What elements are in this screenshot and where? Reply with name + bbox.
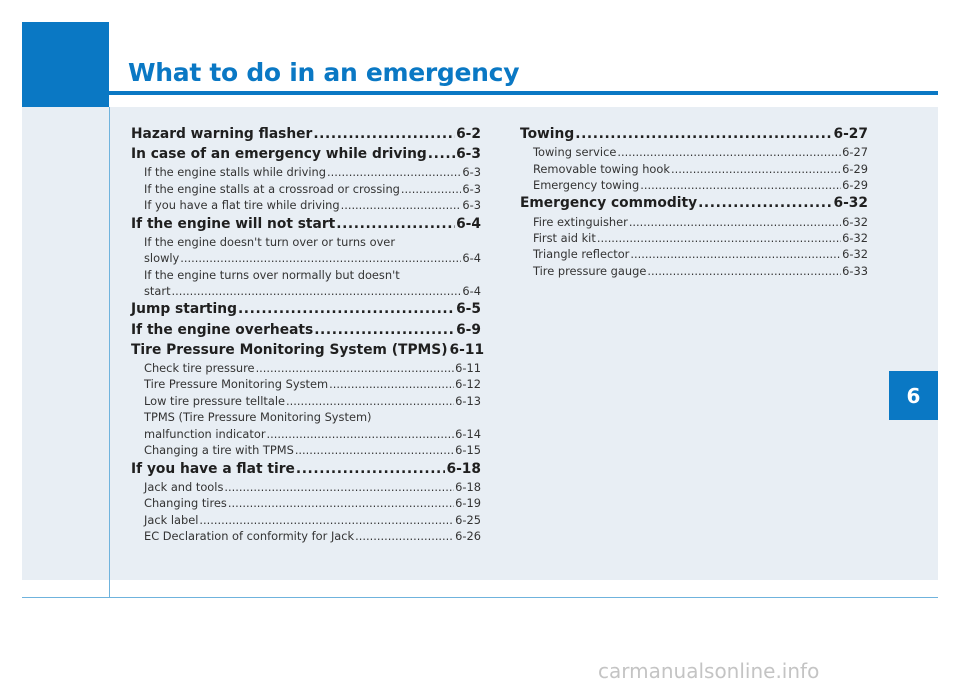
toc-entry-label: First aid kit — [533, 231, 596, 246]
toc-subentry-engine-stalls-driving[interactable] — [131, 164, 481, 180]
toc-subentry-towing-service[interactable] — [520, 144, 868, 160]
toc-entry-label: Hazard warning flasher — [131, 126, 313, 142]
leader-dots — [296, 460, 446, 479]
toc-entry-page: 6-19 — [455, 496, 481, 511]
toc-entry-page: 6-32 — [842, 214, 868, 229]
leader-dots — [630, 246, 841, 262]
margin-divider — [109, 107, 110, 598]
toc-entry-label: If the engine will not start — [131, 215, 336, 232]
toc-entry-page: 6-11 — [455, 361, 481, 376]
toc-entry-page: 6-3 — [462, 198, 481, 213]
toc-entry-page: 6-32 — [842, 247, 868, 262]
toc-entry-label: Tire Pressure Monitoring System — [144, 377, 329, 392]
leader-dots — [355, 528, 454, 544]
toc-entry-label: Tire Pressure Monitoring System (TPMS) — [131, 341, 448, 358]
toc-entry-label: Jack label — [144, 512, 199, 527]
leader-dots — [629, 214, 841, 230]
toc-entry-page: 6-25 — [455, 512, 481, 527]
leader-dots — [401, 181, 461, 197]
toc-subentry-jack-label[interactable] — [131, 512, 481, 528]
toc-entry-label: Changing tires — [144, 496, 227, 511]
leader-dots — [647, 263, 841, 279]
toc-entry-towing[interactable] — [520, 125, 868, 144]
toc-entry-page: 6-3 — [462, 165, 481, 180]
toc-entry-hazard-warning-flasher[interactable] — [131, 125, 481, 144]
toc-entry-engine-overheats[interactable] — [131, 321, 481, 340]
toc-entry-label: EC Declaration of conformity for Jack — [144, 528, 355, 543]
leader-dots — [180, 250, 461, 266]
toc-entry-label: Towing service — [533, 145, 617, 160]
toc-subentry-line[interactable]: TPMS (Tire Pressure Monitoring System) — [144, 410, 372, 425]
leader-dots — [238, 300, 455, 319]
leader-dots — [329, 376, 454, 392]
leader-dots — [256, 360, 455, 376]
toc-entry-label: malfunction indicator — [144, 426, 266, 441]
page-title: What to do in an emergency — [128, 58, 520, 87]
toc-subentry-first-aid-kit[interactable] — [520, 230, 868, 246]
leader-dots — [327, 164, 461, 180]
leader-dots — [267, 426, 455, 442]
toc-subentry-triangle-reflector[interactable] — [520, 246, 868, 262]
toc-entry-label: If the engine stalls while driving — [144, 165, 326, 180]
toc-entry-label: Towing — [520, 126, 575, 142]
watermark-text: carmanualsonline.info — [598, 659, 820, 683]
leader-dots — [295, 442, 454, 458]
toc-subentry-line[interactable]: If the engine turns over normally but doesn't — [144, 267, 400, 282]
toc-entry-page: 6-32 — [833, 195, 868, 212]
toc-entry-jump-starting[interactable] — [131, 300, 481, 319]
leader-dots — [336, 215, 455, 234]
toc-entry-page: 6-27 — [833, 126, 868, 142]
leader-dots — [313, 125, 455, 144]
toc-entry-label: If the engine overheats — [131, 321, 314, 338]
toc-entry-label: In case of an emergency while driving — [131, 146, 427, 163]
toc-entry-page: 6-26 — [455, 528, 481, 543]
leader-dots — [199, 512, 454, 528]
toc-subentry-engine-turns-over-normally[interactable] — [131, 283, 481, 299]
toc-entry-page: 6-18 — [455, 479, 481, 494]
toc-entry-page: 6-5 — [456, 301, 481, 318]
leader-dots — [617, 144, 841, 160]
leader-dots — [428, 145, 455, 164]
toc-entry-label: Jack and tools — [144, 479, 224, 494]
toc-entry-label: Check tire pressure — [144, 361, 255, 376]
toc-entry-page: 6-4 — [462, 284, 481, 299]
toc-subentry-flat-tire-driving[interactable] — [131, 197, 481, 213]
toc-subentry-jack-and-tools[interactable] — [131, 479, 481, 495]
toc-entry-label: Changing a tire with TPMS — [144, 443, 294, 458]
toc-entry-label: Low tire pressure telltale — [144, 393, 285, 408]
toc-left-column — [131, 124, 485, 544]
toc-entry-label: If you have a flat tire while driving — [144, 198, 340, 213]
leader-dots — [286, 393, 454, 409]
toc-entry-page: 6-3 — [456, 146, 481, 163]
toc-entry-page: 6-13 — [455, 393, 481, 408]
leader-dots — [640, 177, 841, 193]
toc-entry-label: Emergency commodity — [520, 195, 698, 212]
chapter-color-block — [22, 22, 109, 107]
toc-entry-page: 6-27 — [842, 145, 868, 160]
bottom-rule — [22, 597, 938, 598]
toc-entry-page: 6-32 — [842, 231, 868, 246]
toc-subentry-line[interactable]: If the engine doesn't turn over or turns over — [144, 234, 395, 249]
toc-right-column — [520, 124, 868, 279]
toc-subentry-emergency-towing[interactable] — [520, 177, 868, 193]
toc-entry-label: Tire pressure gauge — [533, 263, 647, 278]
toc-subentry-engine-stalls-crossroad[interactable] — [131, 181, 481, 197]
leader-dots — [671, 161, 841, 177]
leader-dots — [228, 495, 454, 511]
leader-dots — [341, 197, 462, 213]
toc-entry-page: 6-29 — [842, 178, 868, 193]
title-rule — [109, 91, 938, 95]
toc-subentry-tire-pressure-gauge[interactable] — [520, 263, 868, 279]
toc-entry-page: 6-2 — [456, 126, 481, 142]
leader-dots — [698, 194, 832, 213]
toc-entry-page: 6-4 — [462, 251, 481, 266]
toc-entry-page: 6-33 — [842, 263, 868, 278]
toc-entry-page: 6-12 — [455, 377, 481, 392]
toc-entry-tpms[interactable] — [131, 341, 485, 360]
toc-entry-label: slowly — [144, 251, 180, 266]
leader-dots — [597, 230, 841, 246]
leader-dots — [172, 283, 462, 299]
chapter-tab[interactable]: 6 — [889, 371, 938, 420]
toc-entry-label: Triangle reflector — [533, 247, 630, 262]
toc-entry-page: 6-29 — [842, 161, 868, 176]
leader-dots — [224, 479, 454, 495]
toc-entry-emergency-driving[interactable] — [131, 145, 481, 164]
toc-subentry-check-tire-pressure[interactable] — [131, 360, 481, 376]
toc-entry-engine-will-not-start[interactable] — [131, 215, 481, 234]
toc-subentry-fire-extinguisher[interactable] — [520, 214, 868, 230]
toc-entry-page: 6-14 — [455, 426, 481, 441]
toc-subentry-engine-doesnt-turn-over[interactable] — [131, 250, 481, 266]
toc-entry-page: 6-11 — [449, 341, 485, 358]
toc-subentry-changing-tires[interactable] — [131, 495, 481, 511]
toc-subentry-ec-declaration[interactable] — [131, 528, 481, 544]
toc-entry-label: start — [144, 284, 171, 299]
toc-subentry-low-pressure-telltale[interactable] — [131, 393, 481, 409]
toc-entry-label: Fire extinguisher — [533, 214, 628, 229]
toc-entry-page: 6-4 — [456, 215, 481, 232]
leader-dots — [314, 321, 455, 340]
toc-entry-page: 6-3 — [462, 181, 481, 196]
toc-entry-emergency-commodity[interactable] — [520, 194, 868, 213]
toc-entry-page: 6-18 — [446, 460, 481, 477]
toc-subentry-removable-towing-hook[interactable] — [520, 161, 868, 177]
leader-dots — [575, 125, 832, 144]
toc-entry-label: Emergency towing — [533, 178, 640, 193]
toc-entry-label: If you have a flat tire — [131, 460, 295, 477]
toc-entry-page: 6-9 — [456, 321, 481, 338]
toc-entry-page: 6-15 — [455, 443, 481, 458]
toc-entry-label: If the engine stalls at a crossroad or crossing — [144, 181, 400, 196]
toc-entry-flat-tire[interactable] — [131, 460, 481, 479]
toc-subentry-malfunction-indicator[interactable] — [131, 426, 481, 442]
toc-entry-label: Jump starting — [131, 301, 237, 318]
toc-subentry-changing-tire-tpms[interactable] — [131, 442, 481, 458]
toc-subentry-tpms-system[interactable] — [131, 376, 481, 392]
toc-entry-label: Removable towing hook — [533, 161, 670, 176]
